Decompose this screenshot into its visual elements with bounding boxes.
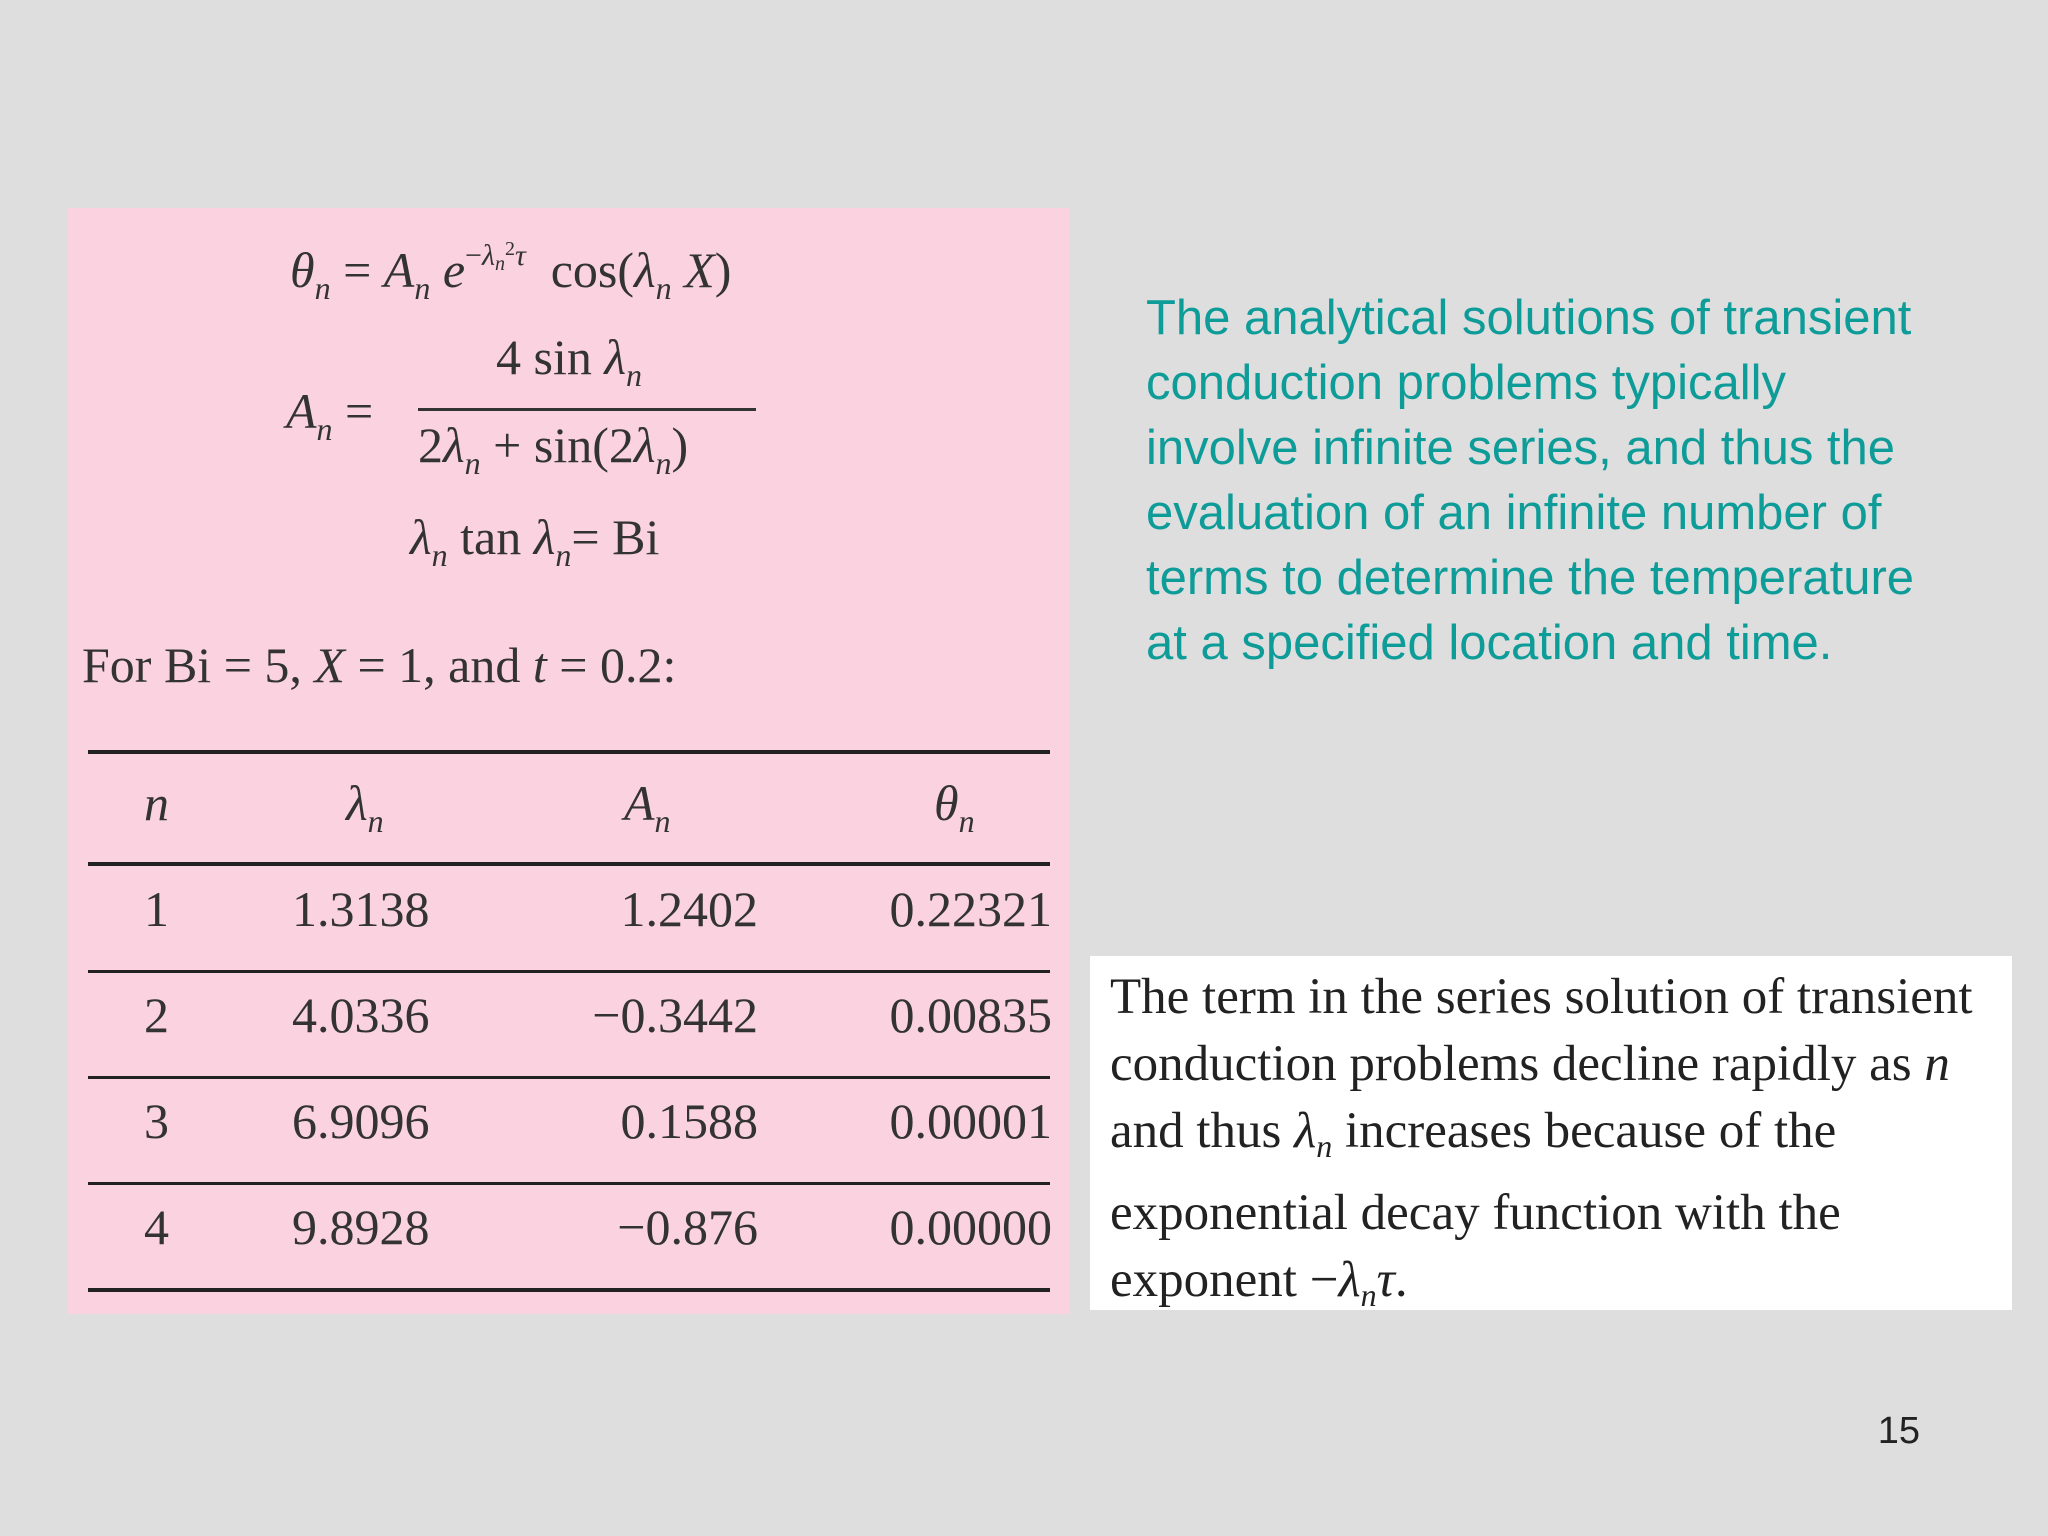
e-symbol: e — [442, 242, 466, 298]
eigen-lambda: λ — [410, 509, 432, 565]
analytical-solutions-paragraph: The analytical solutions of transient conduction problems typically involve infinite series, and thus the evaluation of an infinite number of terms to determine the temperature at a specified location and time. — [1146, 291, 1915, 670]
table-cell-lambda: 1.3138 — [292, 881, 430, 937]
exponent-minus: − — [465, 239, 482, 272]
denom-plus-sin: + sin(2 — [493, 417, 634, 473]
table-cell-theta: 0.00835 — [889, 987, 1052, 1043]
equals-sign: = — [343, 242, 372, 298]
table-top-rule — [88, 750, 1050, 754]
note-n: n — [1924, 1036, 1950, 1092]
cos-close: ) — [714, 242, 732, 298]
header-a: $A_n$ — [624, 775, 671, 839]
note-exponent-lambda: λ — [1338, 1252, 1361, 1308]
table-cell-theta: 0.00000 — [889, 1199, 1052, 1255]
page-number: 15 — [1877, 1410, 1920, 1452]
eigen-bi: = Bi — [571, 509, 660, 565]
note-part1: The term in the series solution of transient conduction problems decline rapidly as — [1110, 969, 1973, 1092]
header-n: n — [144, 775, 169, 831]
eigen-tan: tan — [460, 509, 522, 565]
series-decline-note — [1090, 956, 2012, 1313]
a-denominator — [418, 416, 688, 482]
table-cell-theta: 0.00001 — [889, 1093, 1052, 1149]
note-lambda: λ — [1294, 1103, 1317, 1159]
condition-x: X — [314, 637, 345, 693]
exponent-square: 2 — [504, 238, 515, 260]
table-cell-n: 1 — [144, 881, 169, 937]
cos-x: X — [684, 242, 715, 298]
denom-lambda-sub: n — [464, 445, 481, 481]
note-lambda-sub: n — [1316, 1128, 1333, 1164]
table-cell-a: −0.3442 — [592, 987, 758, 1043]
table-cell-lambda: 4.0336 — [292, 987, 430, 1043]
theta-subscript: n — [314, 270, 331, 306]
table-cell-a: 1.2402 — [620, 881, 758, 937]
exponent-tau: τ — [514, 239, 526, 272]
a-lhs-symbol: A — [286, 383, 317, 439]
cos-lambda: λ — [634, 242, 656, 298]
a-subscript: n — [414, 270, 431, 306]
exponent-lambda: λ — [481, 239, 495, 272]
table-cell-lambda: 9.8928 — [292, 1199, 430, 1255]
table-bottom-rule — [88, 1288, 1050, 1292]
condition-t: t — [532, 637, 547, 693]
table-cell-a: −0.876 — [617, 1199, 758, 1255]
denom-lambda: λ — [443, 417, 465, 473]
numerator-text: 4 sin — [496, 329, 592, 385]
eigen-lambda-sub: n — [431, 537, 448, 573]
header-theta: $\theta_n$ — [934, 775, 975, 839]
series-decline-text — [1110, 964, 2010, 1329]
denom-sin-lambda: λ — [633, 417, 656, 473]
header-lambda: $\lambda_n$ — [346, 775, 384, 839]
eigen-lambda-2: λ — [533, 509, 556, 565]
numerator-lambda-sub: n — [626, 357, 643, 393]
condition-prefix: For Bi = 5, — [82, 637, 302, 693]
fraction-bar — [418, 408, 756, 411]
note-tau: τ — [1376, 1252, 1395, 1308]
denom-two: 2 — [418, 417, 443, 473]
a-numerator — [496, 328, 642, 394]
eigen-equation — [410, 508, 659, 574]
condition-suffix: = 0.2: — [559, 637, 677, 693]
exponent-lambda-sub: n — [494, 253, 505, 275]
parameter-condition — [82, 636, 676, 694]
denom-sin-lambda-sub: n — [655, 445, 672, 481]
condition-mid: = 1, and — [357, 637, 521, 693]
denom-close: ) — [671, 417, 689, 473]
note-period: . — [1394, 1252, 1408, 1308]
table-cell-n: 3 — [144, 1093, 169, 1149]
numerator-lambda: λ — [604, 329, 627, 385]
equations-panel — [68, 208, 1070, 1314]
table-cell-a: 0.1588 — [620, 1093, 758, 1149]
cos-function: cos( — [550, 242, 634, 298]
table-row-rule — [88, 1076, 1050, 1079]
note-exponent-lambda-sub: n — [1360, 1277, 1377, 1313]
table-cell-n: 2 — [144, 987, 169, 1043]
table-row-rule — [88, 1182, 1050, 1185]
a-lhs-subscript: n — [316, 411, 333, 447]
table-cell-n: 4 — [144, 1199, 169, 1255]
note-part3: increases because of the exponential decay function with the exponent − — [1110, 1103, 1841, 1308]
theta-symbol: θ — [290, 242, 315, 298]
note-part2: and thus — [1110, 1103, 1282, 1159]
cos-lambda-sub: n — [655, 270, 672, 306]
a-equals-sign: = — [345, 383, 374, 439]
table-header-rule — [88, 862, 1050, 866]
table-row-rule — [88, 970, 1050, 973]
a-equation-lhs — [286, 382, 373, 448]
table-cell-lambda: 6.9096 — [292, 1093, 430, 1149]
a-symbol: A — [383, 242, 415, 298]
table-cell-theta: 0.22321 — [889, 881, 1052, 937]
eigen-lambda-2-sub: n — [555, 537, 572, 573]
theta-equation — [290, 238, 731, 307]
